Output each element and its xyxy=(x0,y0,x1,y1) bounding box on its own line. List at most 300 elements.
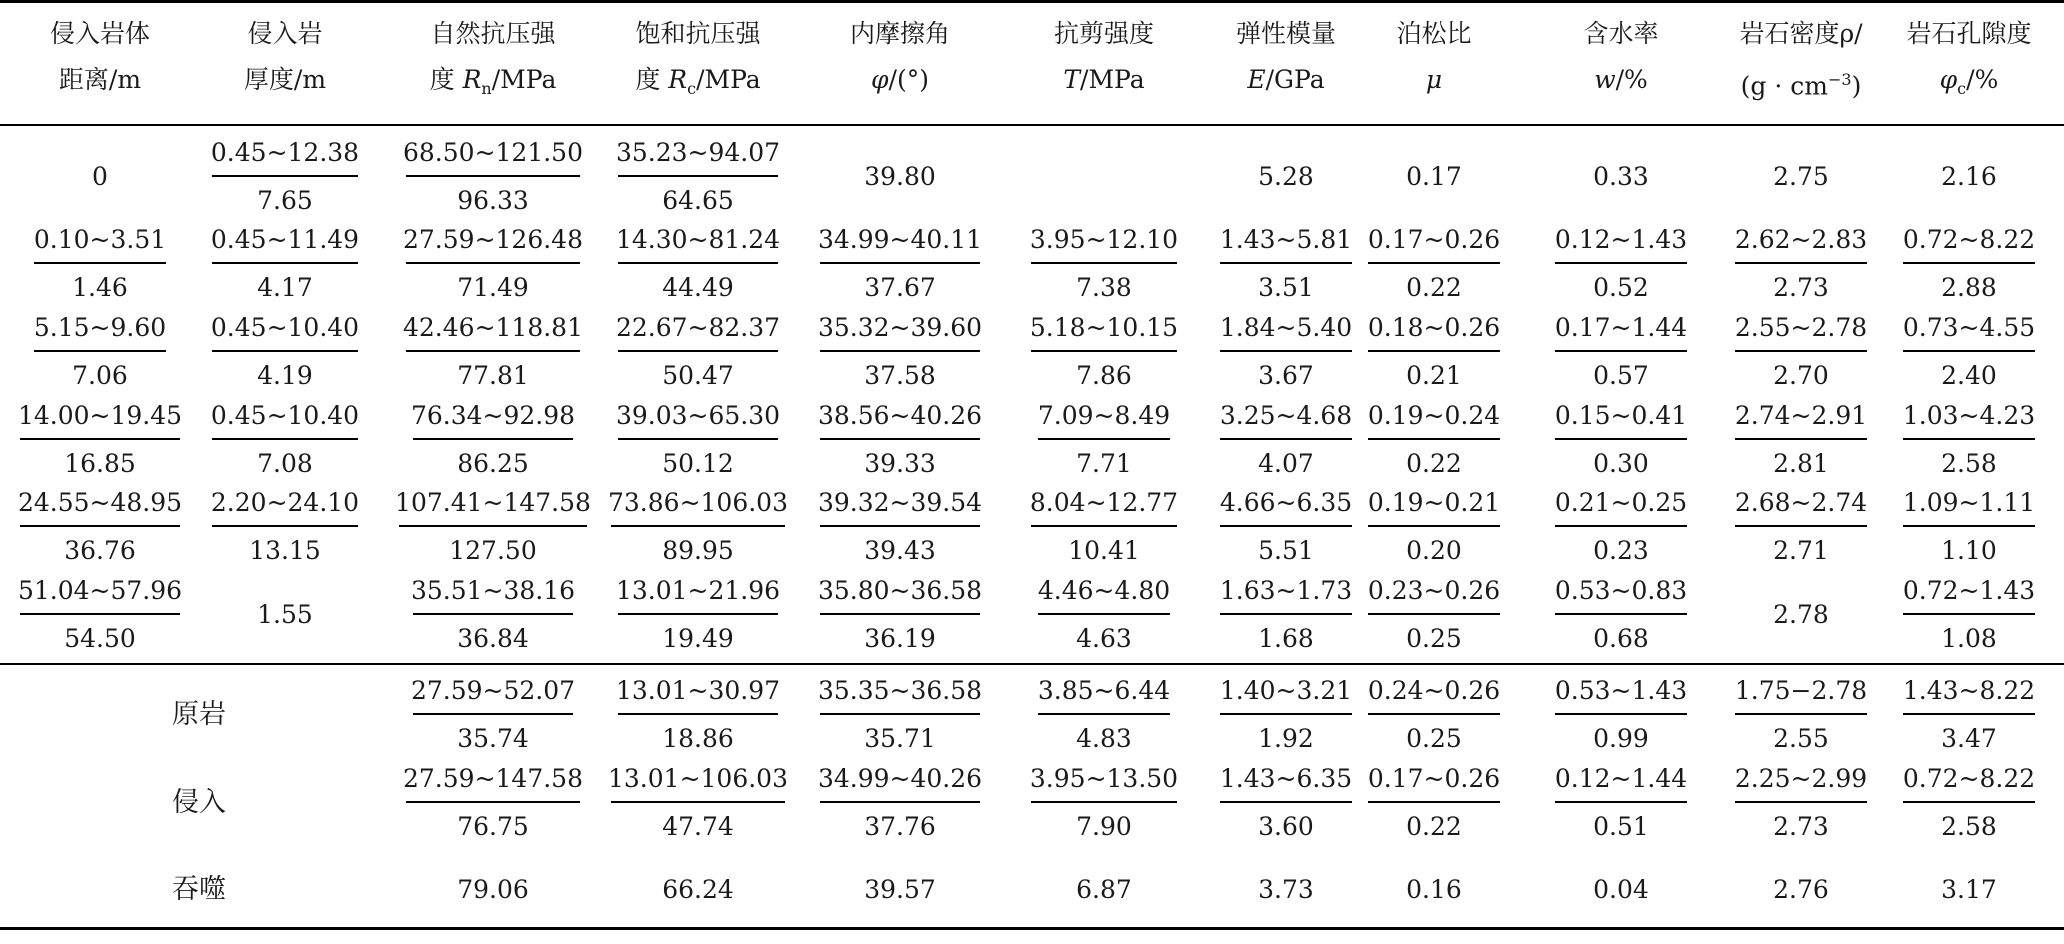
fraction-bar xyxy=(1903,713,2035,715)
header-cell xyxy=(598,19,798,104)
table-cell xyxy=(1009,483,1199,571)
table-cell xyxy=(1201,220,1371,308)
fraction-bar xyxy=(1220,438,1352,440)
table-cell: 6.87 xyxy=(1076,875,1132,904)
header-subscript: c xyxy=(1957,79,1967,98)
cell-range: 1.75−2.78 xyxy=(1734,676,1868,705)
header-text: /MPa xyxy=(1080,65,1145,94)
table-cell xyxy=(800,571,1000,659)
fraction-bar xyxy=(1555,350,1687,352)
cell-mean: 39.33 xyxy=(864,449,936,478)
fraction-bar xyxy=(413,713,573,715)
cell-mean: 36.76 xyxy=(64,536,136,565)
fraction-bar xyxy=(618,175,778,177)
fraction-bar xyxy=(406,175,580,177)
header-line1: 侵入岩 xyxy=(247,19,323,48)
cell-mean: 64.65 xyxy=(662,186,734,215)
table-cell xyxy=(598,133,798,221)
cell-mean: 2.55 xyxy=(1773,724,1829,753)
cell-mean: 4.19 xyxy=(257,361,313,390)
fraction-bar xyxy=(1735,713,1867,715)
fraction-bar xyxy=(1220,525,1352,527)
fraction-bar xyxy=(212,525,358,527)
table-cell xyxy=(1536,483,1706,571)
cell-range: 35.32~39.60 xyxy=(817,313,983,342)
cell-mean: 1.92 xyxy=(1258,724,1314,753)
table-cell xyxy=(1362,483,1507,571)
summary-row-label: 原岩 xyxy=(172,699,226,730)
cell-range: 14.30~81.24 xyxy=(615,225,781,254)
fraction-bar xyxy=(1903,525,2035,527)
header-cell xyxy=(1536,19,1706,95)
fraction-bar xyxy=(1903,262,2035,264)
cell-range: 39.03~65.30 xyxy=(615,401,781,430)
fraction-bar xyxy=(1368,438,1500,440)
header-line2 xyxy=(198,65,373,95)
header-text: 厚度/m xyxy=(243,65,327,94)
header-text: /% xyxy=(1615,65,1648,94)
fraction-bar xyxy=(1735,525,1867,527)
fraction-bar xyxy=(1038,613,1170,615)
fraction-bar xyxy=(1220,713,1352,715)
fraction-bar xyxy=(406,350,580,352)
cell-mean: 7.65 xyxy=(257,186,313,215)
table-cell xyxy=(198,483,373,571)
table-cell xyxy=(1362,220,1507,308)
cell-mean: 4.17 xyxy=(257,273,313,302)
table-cell xyxy=(1536,220,1706,308)
cell-mean: 71.49 xyxy=(457,273,529,302)
fraction-bar xyxy=(1903,438,2035,440)
cell-mean: 35.71 xyxy=(864,724,936,753)
table-cell xyxy=(800,220,1000,308)
cell-range: 39.32~39.54 xyxy=(817,488,983,517)
cell-mean: 0.21 xyxy=(1406,361,1462,390)
header-line1: 岩石密度ρ/ xyxy=(1739,19,1863,48)
fraction-bar xyxy=(820,613,980,615)
table-cell: 3.73 xyxy=(1258,875,1314,904)
table-cell: 39.57 xyxy=(864,875,936,904)
cell-mean: 2.81 xyxy=(1773,449,1829,478)
fraction-bar xyxy=(1735,438,1867,440)
cell-range: 42.46~118.81 xyxy=(403,313,583,342)
cell-range: 0.19~0.24 xyxy=(1367,401,1501,430)
fraction-bar xyxy=(1031,801,1177,803)
cell-mean: 18.86 xyxy=(662,724,734,753)
fraction-bar xyxy=(618,613,778,615)
table-cell xyxy=(800,483,1000,571)
cell-mean: 7.71 xyxy=(1076,449,1132,478)
header-text: /MPa xyxy=(491,65,557,94)
cell-range: 2.68~2.74 xyxy=(1734,488,1868,517)
table-cell xyxy=(1201,396,1371,484)
cell-range: 27.59~147.58 xyxy=(403,764,583,793)
table-cell xyxy=(1709,483,1894,571)
table-cell: 2.76 xyxy=(1773,875,1829,904)
cell-range: 73.86~106.03 xyxy=(608,488,788,517)
fraction-bar xyxy=(1555,801,1687,803)
fraction-bar xyxy=(618,262,778,264)
fraction-bar xyxy=(820,801,980,803)
cell-mean: 36.19 xyxy=(864,624,936,653)
cell-range: 13.01~106.03 xyxy=(608,764,788,793)
fraction-bar xyxy=(1031,262,1177,264)
table-cell xyxy=(3,308,198,396)
fraction-bar xyxy=(413,613,573,615)
fraction-bar xyxy=(1555,262,1687,264)
cell-mean: 35.74 xyxy=(457,724,529,753)
cell-range: 0.12~1.43 xyxy=(1554,225,1688,254)
table-cell xyxy=(598,759,798,847)
table-cell xyxy=(1362,759,1507,847)
table-cell xyxy=(1709,671,1894,759)
cell-range: 0.72~1.43 xyxy=(1902,576,2036,605)
table-cell xyxy=(1009,396,1199,484)
fraction-bar xyxy=(212,262,358,264)
table-cell xyxy=(1362,308,1507,396)
cell-range: 3.95~13.50 xyxy=(1029,764,1179,793)
cell-range: 51.04~57.96 xyxy=(17,576,183,605)
table-cell: 0 xyxy=(92,162,108,191)
cell-range: 0.10~3.51 xyxy=(33,225,167,254)
cell-mean: 0.25 xyxy=(1406,624,1462,653)
cell-range: 2.25~2.99 xyxy=(1734,764,1868,793)
table-cell xyxy=(598,483,798,571)
table-cell xyxy=(198,396,373,484)
header-line2 xyxy=(800,65,1000,95)
fraction-bar xyxy=(1555,525,1687,527)
cell-range: 0.12~1.44 xyxy=(1554,764,1688,793)
table-cell xyxy=(3,483,198,571)
cell-mean: 3.51 xyxy=(1258,273,1314,302)
cell-mean: 1.08 xyxy=(1941,624,1997,653)
cell-mean: 37.76 xyxy=(864,812,936,841)
cell-range: 27.59~52.07 xyxy=(410,676,576,705)
table-cell xyxy=(1709,220,1894,308)
table-cell xyxy=(1201,308,1371,396)
header-symbol: E xyxy=(1247,65,1266,94)
cell-range: 1.09~1.11 xyxy=(1902,488,2036,517)
cell-range: 0.19~0.21 xyxy=(1367,488,1501,517)
table-cell: 0.16 xyxy=(1406,875,1462,904)
fraction-bar xyxy=(618,438,778,440)
table-cell xyxy=(393,671,593,759)
fraction-bar xyxy=(212,350,358,352)
cell-mean: 127.50 xyxy=(449,536,537,565)
cell-mean: 3.67 xyxy=(1258,361,1314,390)
header-cell xyxy=(1362,19,1507,95)
fraction-bar xyxy=(1038,713,1170,715)
cell-mean: 7.86 xyxy=(1076,361,1132,390)
header-line2 xyxy=(1709,65,1894,101)
table-cell xyxy=(800,308,1000,396)
header-cell xyxy=(1009,19,1199,95)
table-cell: 3.17 xyxy=(1941,875,1997,904)
header-line2 xyxy=(1887,65,2052,104)
fraction-bar xyxy=(1903,350,2035,352)
cell-mean: 54.50 xyxy=(64,624,136,653)
cell-mean: 0.57 xyxy=(1593,361,1649,390)
header-cell xyxy=(800,19,1000,95)
cell-mean: 0.30 xyxy=(1593,449,1649,478)
cell-mean: 96.33 xyxy=(457,186,529,215)
cell-mean: 86.25 xyxy=(457,449,529,478)
cell-mean: 10.41 xyxy=(1068,536,1140,565)
header-text: 度 xyxy=(635,65,669,94)
header-symbol: μ xyxy=(1425,65,1443,94)
fraction-bar xyxy=(1368,801,1500,803)
cell-range: 2.55~2.78 xyxy=(1734,313,1868,342)
table-cell xyxy=(1201,759,1371,847)
cell-range: 8.04~12.77 xyxy=(1029,488,1179,517)
cell-range: 4.66~6.35 xyxy=(1219,488,1353,517)
table-cell xyxy=(1887,671,2052,759)
cell-mean: 0.22 xyxy=(1406,449,1462,478)
cell-mean: 3.60 xyxy=(1258,812,1314,841)
cell-mean: 2.88 xyxy=(1941,273,1997,302)
table-cell xyxy=(1709,759,1894,847)
cell-range: 1.03~4.23 xyxy=(1902,401,2036,430)
cell-range: 22.67~82.37 xyxy=(615,313,781,342)
cell-range: 0.45~10.40 xyxy=(210,313,360,342)
cell-mean: 5.51 xyxy=(1258,536,1314,565)
header-cell xyxy=(3,19,198,95)
fraction-bar xyxy=(1031,525,1177,527)
header-line2 xyxy=(1201,65,1371,95)
cell-mean: 7.90 xyxy=(1076,812,1132,841)
fraction-bar xyxy=(1220,350,1352,352)
fraction-bar xyxy=(1368,713,1500,715)
cell-mean: 19.49 xyxy=(662,624,734,653)
table-cell xyxy=(1362,671,1507,759)
table-cell xyxy=(1887,308,2052,396)
cell-mean: 2.70 xyxy=(1773,361,1829,390)
cell-range: 2.74~2.91 xyxy=(1734,401,1868,430)
fraction-bar xyxy=(618,350,778,352)
fraction-bar xyxy=(1220,262,1352,264)
fraction-bar xyxy=(406,801,580,803)
table-cell xyxy=(598,571,798,659)
header-cell xyxy=(393,19,593,104)
table-cell: 66.24 xyxy=(662,875,734,904)
table-cell xyxy=(1536,571,1706,659)
table-cell xyxy=(598,396,798,484)
table-cell: 0.17 xyxy=(1406,162,1462,191)
table-cell xyxy=(393,133,593,221)
fraction-bar xyxy=(1220,613,1352,615)
table-cell xyxy=(393,308,593,396)
cell-mean: 50.47 xyxy=(662,361,734,390)
cell-range: 68.50~121.50 xyxy=(403,138,583,167)
header-line1: 泊松比 xyxy=(1396,19,1472,48)
cell-range: 5.15~9.60 xyxy=(33,313,167,342)
header-line2 xyxy=(393,65,593,104)
cell-mean: 0.20 xyxy=(1406,536,1462,565)
table-cell xyxy=(1887,220,2052,308)
table-cell xyxy=(1536,671,1706,759)
fraction-bar xyxy=(820,438,980,440)
header-cell xyxy=(1709,19,1894,101)
header-line2 xyxy=(1009,65,1199,95)
table-cell xyxy=(198,133,373,221)
table-cell xyxy=(1362,571,1507,659)
cell-range: 24.55~48.95 xyxy=(17,488,183,517)
header-subscript: n xyxy=(481,79,492,98)
cell-range: 1.63~1.73 xyxy=(1219,576,1353,605)
cell-mean: 0.51 xyxy=(1593,812,1649,841)
cell-range: 34.99~40.11 xyxy=(817,225,983,254)
table-cell: 1.55 xyxy=(257,600,313,629)
table-cell xyxy=(1536,759,1706,847)
header-line2 xyxy=(1536,65,1706,95)
fraction-bar xyxy=(820,262,980,264)
header-text: (g · cm xyxy=(1740,71,1828,101)
header-cell xyxy=(1201,19,1371,95)
fraction-bar xyxy=(413,438,573,440)
cell-range: 3.85~6.44 xyxy=(1037,676,1171,705)
cell-range: 0.23~0.26 xyxy=(1367,576,1501,605)
fraction-bar xyxy=(212,438,358,440)
fraction-bar xyxy=(618,713,778,715)
cell-range: 5.18~10.15 xyxy=(1029,313,1179,342)
header-line1: 含水率 xyxy=(1583,19,1659,48)
fraction-bar xyxy=(611,525,785,527)
table-cell xyxy=(393,483,593,571)
fraction-bar xyxy=(1903,613,2035,615)
header-subscript: c xyxy=(687,79,697,98)
summary-divider-rule xyxy=(0,663,2064,665)
header-text: /(°) xyxy=(888,65,929,94)
fraction-bar xyxy=(820,525,980,527)
header-line1: 自然抗压强 xyxy=(430,19,556,48)
cell-range: 3.95~12.10 xyxy=(1029,225,1179,254)
fraction-bar xyxy=(1735,801,1867,803)
cell-mean: 1.46 xyxy=(72,273,128,302)
cell-mean: 4.07 xyxy=(1258,449,1314,478)
table-cell xyxy=(1201,671,1371,759)
table-cell xyxy=(800,671,1000,759)
fraction-bar xyxy=(1555,438,1687,440)
cell-range: 107.41~147.58 xyxy=(395,488,591,517)
cell-mean: 4.63 xyxy=(1076,624,1132,653)
table-cell xyxy=(1201,483,1371,571)
cell-mean: 0.99 xyxy=(1593,724,1649,753)
table-cell xyxy=(1536,308,1706,396)
header-line2 xyxy=(3,65,198,95)
table-cell xyxy=(800,396,1000,484)
fraction-bar xyxy=(1555,713,1687,715)
cell-mean: 37.58 xyxy=(864,361,936,390)
fraction-bar xyxy=(34,262,166,264)
cell-mean: 4.83 xyxy=(1076,724,1132,753)
table-cell xyxy=(598,671,798,759)
table-top-rule xyxy=(0,0,2064,3)
cell-range: 1.84~5.40 xyxy=(1219,313,1353,342)
cell-range: 14.00~19.45 xyxy=(17,401,183,430)
table-cell xyxy=(1709,396,1894,484)
cell-mean: 3.47 xyxy=(1941,724,1997,753)
cell-mean: 2.40 xyxy=(1941,361,1997,390)
fraction-bar xyxy=(20,613,180,615)
header-line1: 侵入岩体 xyxy=(49,19,150,48)
table-cell xyxy=(1009,308,1199,396)
cell-range: 0.45~12.38 xyxy=(210,138,360,167)
table-cell: 2.78 xyxy=(1773,600,1829,629)
header-line2 xyxy=(1362,65,1507,95)
cell-range: 35.23~94.07 xyxy=(615,138,781,167)
table-cell xyxy=(598,220,798,308)
fraction-bar xyxy=(1903,801,2035,803)
header-symbol: φ xyxy=(1939,65,1958,94)
cell-mean: 0.22 xyxy=(1406,812,1462,841)
cell-mean: 7.06 xyxy=(72,361,128,390)
header-symbol: w xyxy=(1594,65,1616,94)
table-cell xyxy=(1536,396,1706,484)
fraction-bar xyxy=(34,350,166,352)
fraction-bar xyxy=(1368,350,1500,352)
table-cell xyxy=(1201,571,1371,659)
cell-range: 0.24~0.26 xyxy=(1367,676,1501,705)
cell-mean: 7.38 xyxy=(1076,273,1132,302)
cell-mean: 76.75 xyxy=(457,812,529,841)
table-cell xyxy=(1887,571,2052,659)
table-cell xyxy=(1009,759,1199,847)
cell-range: 0.53~0.83 xyxy=(1554,576,1688,605)
fraction-bar xyxy=(406,262,580,264)
cell-range: 7.09~8.49 xyxy=(1037,401,1171,430)
table-cell: 79.06 xyxy=(457,875,529,904)
cell-mean: 2.73 xyxy=(1773,273,1829,302)
cell-mean: 0.25 xyxy=(1406,724,1462,753)
cell-range: 13.01~30.97 xyxy=(615,676,781,705)
cell-range: 0.72~8.22 xyxy=(1902,764,2036,793)
fraction-bar xyxy=(1220,801,1352,803)
fraction-bar xyxy=(1368,525,1500,527)
header-text: /GPa xyxy=(1265,65,1325,94)
cell-range: 0.53~1.43 xyxy=(1554,676,1688,705)
table-cell: 2.75 xyxy=(1773,162,1829,191)
cell-mean: 50.12 xyxy=(662,449,734,478)
cell-mean: 16.85 xyxy=(64,449,136,478)
cell-range: 27.59~126.48 xyxy=(403,225,583,254)
header-symbol: φ xyxy=(871,65,889,94)
cell-range: 1.43~8.22 xyxy=(1902,676,2036,705)
table-cell xyxy=(393,220,593,308)
header-line1: 内摩擦角 xyxy=(849,19,950,48)
fraction-bar xyxy=(1555,613,1687,615)
cell-mean: 2.71 xyxy=(1773,536,1829,565)
cell-range: 0.45~10.40 xyxy=(210,401,360,430)
fraction-bar xyxy=(1368,613,1500,615)
table-cell xyxy=(1009,220,1199,308)
cell-range: 1.40~3.21 xyxy=(1219,676,1353,705)
header-line1: 抗剪强度 xyxy=(1053,19,1154,48)
fraction-bar xyxy=(212,175,358,177)
cell-range: 0.73~4.55 xyxy=(1902,313,2036,342)
cell-range: 3.25~4.68 xyxy=(1219,401,1353,430)
cell-mean: 7.08 xyxy=(257,449,313,478)
table-cell xyxy=(1887,759,2052,847)
cell-mean: 2.58 xyxy=(1941,812,1997,841)
fraction-bar xyxy=(1368,262,1500,264)
header-bottom-rule xyxy=(0,124,2064,126)
cell-range: 1.43~6.35 xyxy=(1219,764,1353,793)
header-symbol: R xyxy=(462,65,482,94)
cell-mean: 13.15 xyxy=(249,536,321,565)
fraction-bar xyxy=(820,350,980,352)
fraction-bar xyxy=(20,438,180,440)
cell-range: 0.72~8.22 xyxy=(1902,225,2036,254)
